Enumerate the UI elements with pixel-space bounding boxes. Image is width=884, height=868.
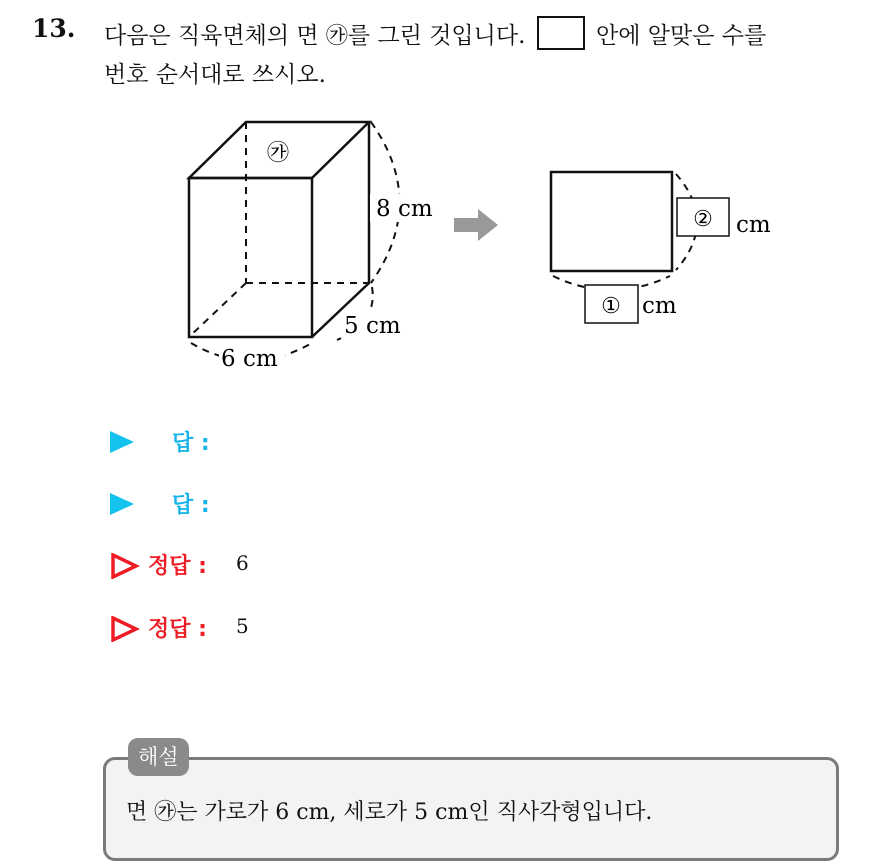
answer-label: 답 : <box>172 493 210 518</box>
top-face-label: ㉮ <box>266 141 290 166</box>
front-face-outline <box>189 178 312 337</box>
face-rectangle <box>551 172 672 271</box>
width-label: 6 cm <box>221 346 278 372</box>
question-number: 13. <box>32 14 76 43</box>
explanation-face-mark: ㉮ <box>154 800 177 825</box>
hidden-edge-depth <box>189 283 246 337</box>
depth-label: 5 cm <box>344 313 401 339</box>
answer-marker-icon <box>110 493 134 515</box>
answer-key-value: 5 <box>236 614 249 638</box>
blank-2-unit: cm <box>736 212 771 238</box>
explanation-text-part2: 는 가로가 6 cm, 세로가 5 cm인 직사각형입니다. <box>176 800 653 825</box>
answer-marker-icon <box>110 431 134 453</box>
answer-key-label: 정답 : <box>148 617 207 642</box>
answer-key-marker-icon <box>110 553 140 579</box>
cuboid-figure <box>0 0 884 400</box>
explanation-text <box>126 795 652 826</box>
blank-2-label: ② <box>693 207 713 232</box>
question-text-part3: 안에 알맞은 수를 <box>588 23 767 49</box>
height-label: 8 cm <box>376 196 433 222</box>
face-mark-symbol: ㉮ <box>325 24 348 49</box>
blank-1-unit: cm <box>642 293 677 319</box>
right-face-outline <box>312 122 369 337</box>
answer-key-value: 6 <box>236 551 249 575</box>
question-text-part2: 를 그린 것입니다. <box>347 23 533 49</box>
explanation-tab: 해설 <box>128 738 189 776</box>
question-line-2: 번호 순서대로 쓰시오. <box>104 62 326 88</box>
answer-key-label: 정답 : <box>148 554 207 579</box>
answer-key-marker-icon <box>110 616 140 642</box>
blank-1-label: ① <box>601 294 621 319</box>
answer-label: 답 : <box>172 431 210 456</box>
right-arrow-icon <box>454 209 498 241</box>
explanation-text-part1: 면 <box>126 800 155 825</box>
question-text-part1: 다음은 직육면체의 면 <box>104 23 326 49</box>
